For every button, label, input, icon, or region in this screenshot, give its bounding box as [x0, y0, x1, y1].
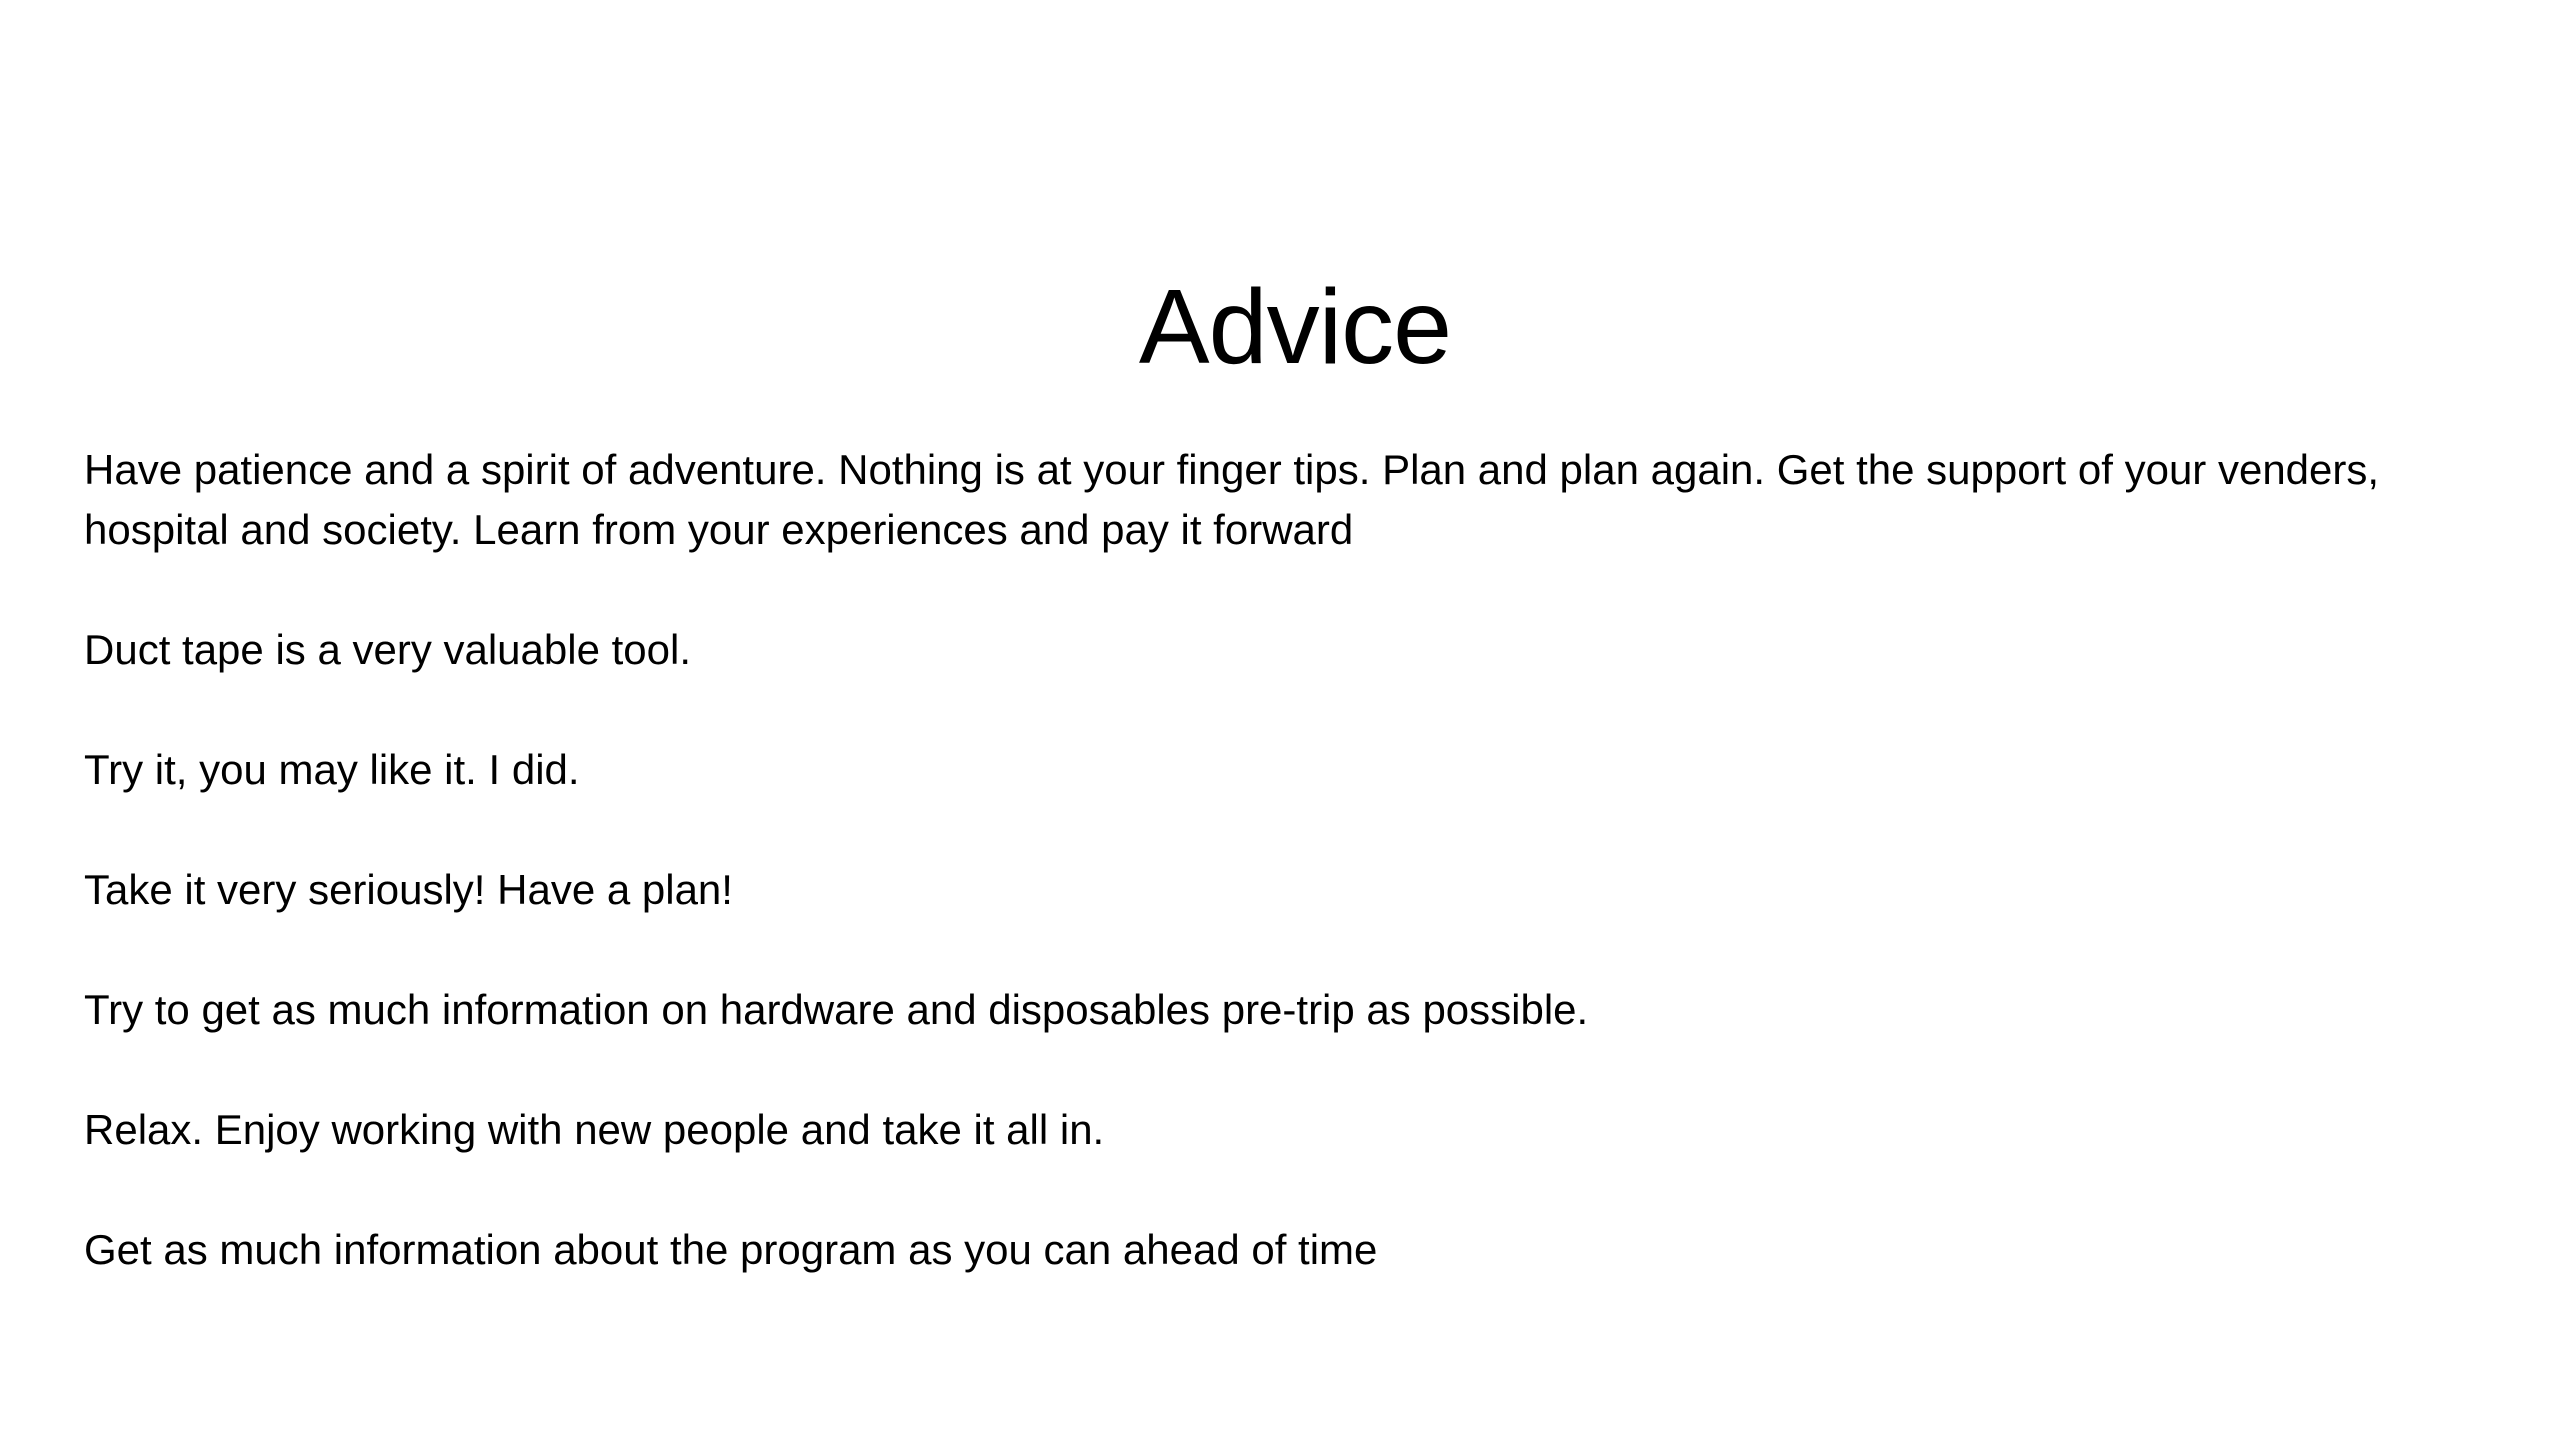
- advice-paragraph-program: Get as much information about the program as you can ahead of time: [84, 1226, 1378, 1273]
- slide-title: Advice: [1138, 268, 1452, 386]
- advice-paragraph-relax: Relax. Enjoy working with new people and take it all in.: [84, 1106, 1105, 1153]
- advice-paragraph-information: Try to get as much information on hardware and disposables pre-trip as possible.: [84, 986, 1589, 1033]
- advice-paragraph-patience: Have patience and a spirit of adventure. Nothing is at your finger tips. Plan and plan again. Get the support of your venders, hospital and society. Learn from your experiences and pay it forward: [84, 446, 2380, 553]
- slide-body: [84, 440, 2484, 1340]
- advice-paragraph-seriously: Take it very seriously! Have a plan!: [84, 866, 733, 913]
- advice-paragraph-duct-tape: Duct tape is a very valuable tool.: [84, 626, 691, 673]
- advice-paragraph-try-it: Try it, you may like it. I did.: [84, 746, 580, 793]
